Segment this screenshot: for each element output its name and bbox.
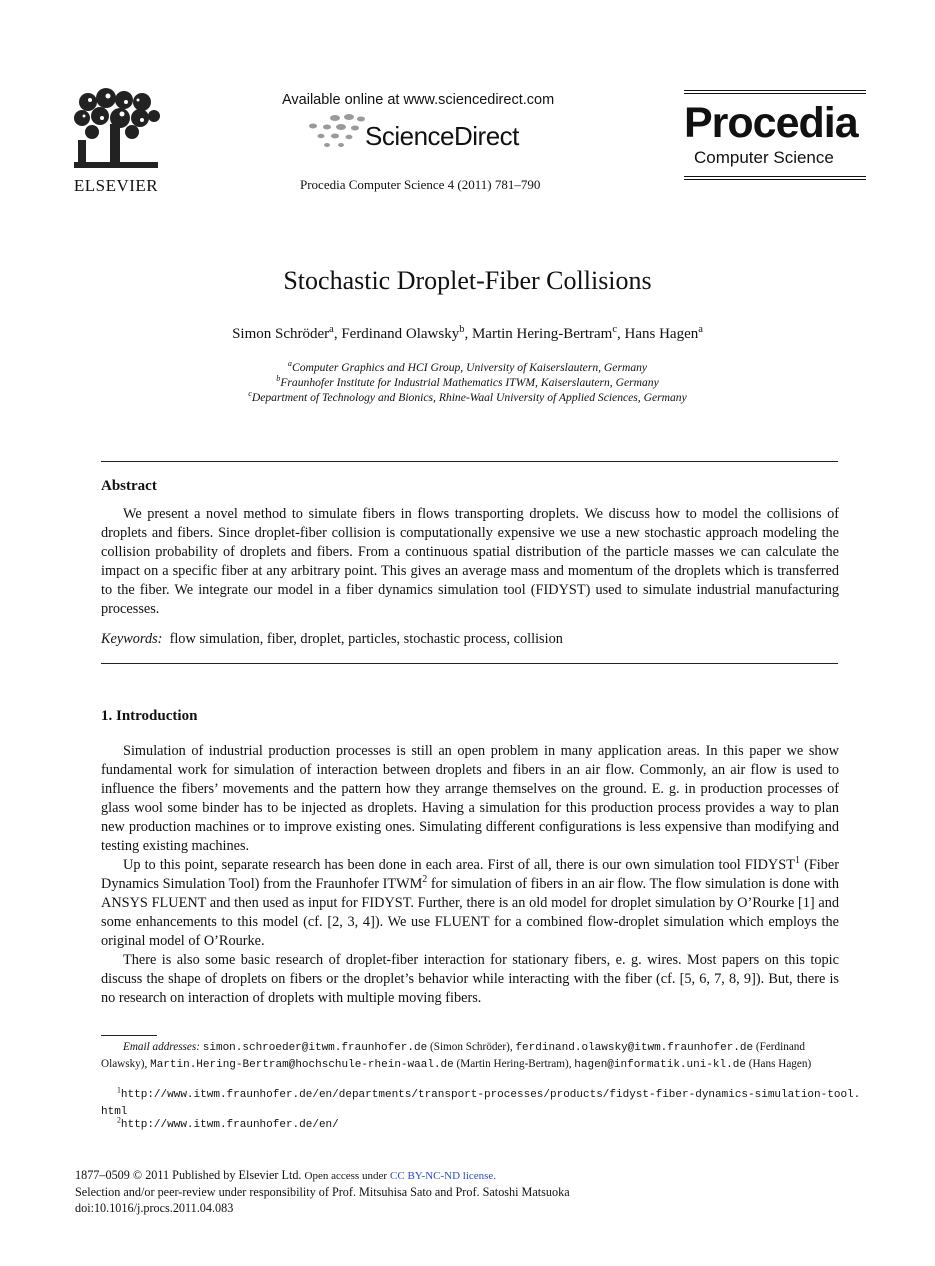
- affiliation: [0, 376, 935, 389]
- author-affiliation-mark: c: [612, 324, 618, 335]
- elsevier-tree-icon: [68, 88, 164, 172]
- abstract-body: We present a novel method to simulate fibers in flows transporting droplets. We discuss how to model the collisions of droplets and fibers. Since droplet-fiber collision is computationally expensive we use a new stochastic approach modeling the collision probability of droplets and fibers. From a continuous spatial distribution of the particle masses we can calculate the impact on a specific fiber at any arbitrary point. This gives an average mass and momentum of the droplets which is transferred to the fiber. We integrate our model in a fiber dynamics simulation tool (FIDYST) used to simulate industrial manufacturing processes.: [101, 506, 839, 617]
- procedia-wordmark: Procedia: [684, 99, 858, 147]
- sciencedirect-dots-icon: [305, 112, 365, 152]
- author-affiliation-mark: b: [459, 324, 465, 335]
- affiliation: [0, 361, 935, 374]
- email-label: Email addresses:: [123, 1041, 200, 1053]
- open-access-text: Open access under: [304, 1170, 387, 1182]
- email-link[interactable]: ferdinand.olawsky@itwm.fraunhofer.de: [515, 1042, 754, 1054]
- email-owner: (Ferdinand Olawsky): [101, 1041, 805, 1070]
- author-name: Hans Hagen: [624, 326, 699, 342]
- procedia-logo: [684, 90, 866, 180]
- footnote-rule: [101, 1035, 157, 1036]
- author-name: Simon Schröder: [232, 326, 330, 342]
- sciencedirect-wordmark: ScienceDirect: [365, 121, 519, 151]
- author-affiliation-mark: a: [329, 324, 334, 335]
- procedia-bottom-rule: [684, 176, 866, 180]
- intro-paragraph-1: Simulation of industrial production processes is still an open problem in many application areas. In this paper we show fundamental work for simulation of interaction between droplets and fibers in an air flow. Commonly, an air flow is used to influence the fibers’ movements and the pattern how they arrange themselves on the ground. E. g. in production processes of glass wool some binder has to be injected as droplets. Having a simulation for this production process provides a way to plan new production machines or to improve existing ones. Simulating different configurations is less expensive than modifying and testing existing machines.: [101, 743, 839, 854]
- email-owner: (Martin Hering-Bertram): [456, 1057, 569, 1070]
- footnote-url[interactable]: http://www.itwm.fraunhofer.de/en/departments/transport-processes/products/fidyst-fiber-dynamics-simulation-tool.: [120, 1089, 861, 1101]
- intro-p2-part-a: Up to this point, separate research has been done in each area. First of all, there is our own simulation tool FIDYST: [123, 857, 795, 873]
- author-separator: ,: [464, 326, 472, 342]
- license-link[interactable]: CC BY-NC-ND license.: [390, 1170, 497, 1182]
- author-name: Martin Hering-Bertram: [471, 326, 613, 342]
- copyright-text: 1877–0509 © 2011 Published by Elsevier Ltd.: [75, 1168, 302, 1182]
- footnote-2: [101, 1117, 881, 1134]
- author-list: [0, 326, 935, 343]
- keywords: [101, 631, 563, 648]
- affiliation-key: c: [248, 389, 252, 399]
- author-name: Ferdinand Olawsky: [341, 326, 460, 342]
- intro-paragraph-2: [101, 856, 839, 951]
- doi-line[interactable]: doi:10.1016/j.procs.2011.04.083: [75, 1201, 234, 1215]
- affiliation-text: Fraunhofer Institute for Industrial Mathematics ITWM, Kaiserslautern, Germany: [280, 376, 659, 389]
- intro-p2-part-b: (Fiber Dynamics Simulation Tool) from the Fraunhofer ITWM: [101, 857, 840, 892]
- email-link[interactable]: Martin.Hering-Bertram@hochschule-rhein-waal.de: [150, 1058, 454, 1071]
- email-owner: (Hans Hagen): [748, 1057, 812, 1070]
- section-heading-introduction: 1. Introduction: [101, 708, 198, 724]
- abstract-heading: Abstract: [101, 478, 157, 494]
- paper-title: Stochastic Droplet-Fiber Collisions: [283, 266, 652, 295]
- abstract-bottom-rule: [101, 663, 838, 664]
- footnote-number: 2: [117, 1115, 121, 1125]
- copyright-line: [75, 1167, 496, 1185]
- author-separator: ,: [617, 326, 625, 342]
- author-affiliation-mark: a: [698, 324, 703, 335]
- affiliation-text: Department of Technology and Bionics, Rhine-Waal University of Applied Sciences, Germany: [251, 391, 687, 404]
- elsevier-logo: [68, 88, 164, 195]
- intro-paragraph-3: There is also some basic research of droplet-fiber interaction for stationary fibers, e. g. wires. Most papers on this topic discuss the shape of droplets on fibers or the droplet’s behavior while interacting with the fiber (cf. [5, 6, 7, 8, 9]). But, there is no research on interaction of droplets with multiple moving fibers.: [101, 952, 839, 1006]
- email-owner: (Simon Schröder): [430, 1041, 510, 1053]
- journal-reference: Procedia Computer Science 4 (2011) 781–790: [300, 177, 541, 192]
- author-separator: ,: [333, 326, 342, 342]
- affiliation-key: b: [276, 374, 281, 384]
- email-link[interactable]: simon.schroeder@itwm.fraunhofer.de: [202, 1042, 428, 1054]
- footnote-emails: Email addresses: simon.schroeder@itwm.fraunhofer.de (Simon Schröder), ferdinand.olawsky@itwm.fraunhofer.de (Ferdinand Olawsky), Martin.Hering-Bertram@hochschule-rhein-waal.de (Martin Hering-Bertram), hagen@informatik.uni-kl.de (Hans Hagen): [101, 1041, 812, 1071]
- footnote-mark[interactable]: 1: [794, 855, 800, 867]
- affiliation-key: a: [287, 359, 292, 369]
- available-online-text: Available online at www.sciencedirect.com: [282, 92, 555, 108]
- affiliation-text: Computer Graphics and HCI Group, University of Kaiserslautern, Germany: [291, 361, 648, 374]
- keywords-label: Keywords:: [101, 631, 163, 647]
- procedia-top-rule: [684, 90, 866, 94]
- footnote-url[interactable]: http://www.itwm.fraunhofer.de/en/: [120, 1119, 339, 1131]
- procedia-subtitle: Computer Science: [694, 148, 834, 167]
- email-link[interactable]: hagen@informatik.uni-kl.de: [574, 1058, 746, 1071]
- peer-review-line: Selection and/or peer-review under responsibility of Prof. Mitsuhisa Sato and Prof. Satoshi Matsuoka: [75, 1185, 570, 1199]
- keywords-list: flow simulation, fiber, droplet, particles, stochastic process, collision: [169, 631, 563, 647]
- footnote-number: 1: [117, 1085, 121, 1095]
- footnote-url-continued[interactable]: html: [101, 1105, 128, 1118]
- intro-p2-part-c: for simulation of fibers in an air flow. The flow simulation is done with ANSYS FLUENT and then used as input for FIDYST. Further, there is an old model for droplet simulation by O’Rourke [1] and some enhancements to this model (cf. [2, 3, 4]). We use FLUENT for a combined flow-droplet simulation which employs the original model of O’Rourke.: [101, 876, 839, 949]
- affiliation: [0, 391, 935, 404]
- abstract-top-rule: [101, 461, 838, 462]
- footnote-1: [101, 1087, 881, 1120]
- footnote-mark[interactable]: 2: [422, 874, 428, 886]
- elsevier-wordmark: ELSEVIER: [73, 176, 159, 195]
